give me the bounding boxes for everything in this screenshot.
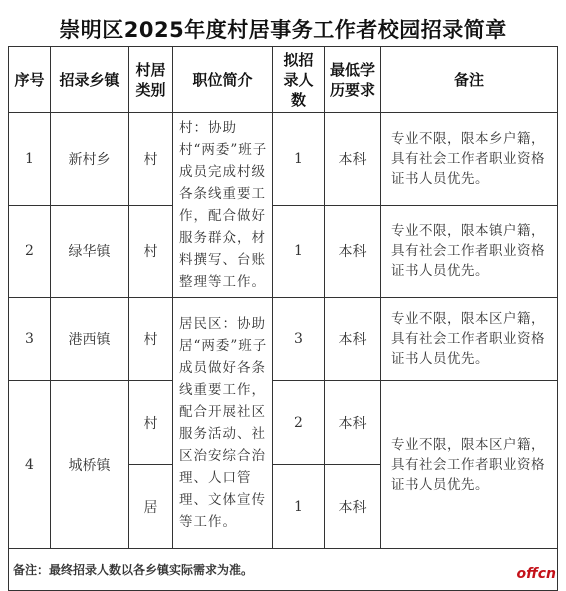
header-count: 拟招录人数	[273, 47, 325, 113]
row-type: 村	[129, 205, 173, 298]
recruitment-table	[8, 46, 558, 591]
row-count: 2	[273, 381, 325, 465]
row-count: 1	[273, 113, 325, 206]
footer-row	[9, 549, 558, 591]
row-town: 绿华镇	[51, 205, 129, 298]
header-no: 序号	[9, 47, 51, 113]
table-row	[9, 113, 558, 206]
watermark-logo: offcn	[516, 566, 556, 582]
header-edu: 最低学历要求	[325, 47, 381, 113]
header-row	[9, 47, 558, 113]
table-row	[9, 298, 558, 381]
row-town: 新村乡	[51, 113, 129, 206]
row-note: 专业不限，限本镇户籍，具有社会工作者职业资格证书人员优先。	[381, 205, 558, 298]
row-type: 村	[129, 298, 173, 381]
row-note: 专业不限，限本区户籍，具有社会工作者职业资格证书人员优先。	[381, 298, 558, 381]
header-note: 备注	[381, 47, 558, 113]
header-intro: 职位简介	[173, 47, 273, 113]
row-type: 居	[129, 465, 173, 549]
row-town: 城桥镇	[51, 381, 129, 549]
row-no: 4	[9, 381, 51, 549]
row-count: 1	[273, 205, 325, 298]
row-town: 港西镇	[51, 298, 129, 381]
row-no: 2	[9, 205, 51, 298]
row-no: 1	[9, 113, 51, 206]
row-note: 专业不限，限本乡户籍，具有社会工作者职业资格证书人员优先。	[381, 113, 558, 206]
row-edu: 本科	[325, 381, 381, 465]
intro-ju: 居民区：协助居“两委”班子成员做好各条线重要工作，配合开展社区服务活动、社区治安综合治理、人口管理、文体宣传等工作。	[173, 298, 273, 549]
header-type: 村居类别	[129, 47, 173, 113]
row-edu: 本科	[325, 465, 381, 549]
row-count: 3	[273, 298, 325, 381]
row-type: 村	[129, 113, 173, 206]
footer-note: 备注：最终招录人数以各乡镇实际需求为准。	[9, 549, 558, 591]
row-type: 村	[129, 381, 173, 465]
row-edu: 本科	[325, 298, 381, 381]
header-town: 招录乡镇	[51, 47, 129, 113]
table-row	[9, 381, 558, 465]
row-edu: 本科	[325, 113, 381, 206]
intro-cun: 村：协助村“两委”班子成员完成村级各条线重要工作，配合做好服务群众，材料撰写、台账整理等工作。	[173, 113, 273, 298]
row-no: 3	[9, 298, 51, 381]
row-edu: 本科	[325, 205, 381, 298]
row-note: 专业不限，限本区户籍，具有社会工作者职业资格证书人员优先。	[381, 381, 558, 549]
page-title: 崇明区2025年度村居事务工作者校园招录简章	[59, 18, 507, 42]
table-row	[9, 205, 558, 298]
row-count: 1	[273, 465, 325, 549]
